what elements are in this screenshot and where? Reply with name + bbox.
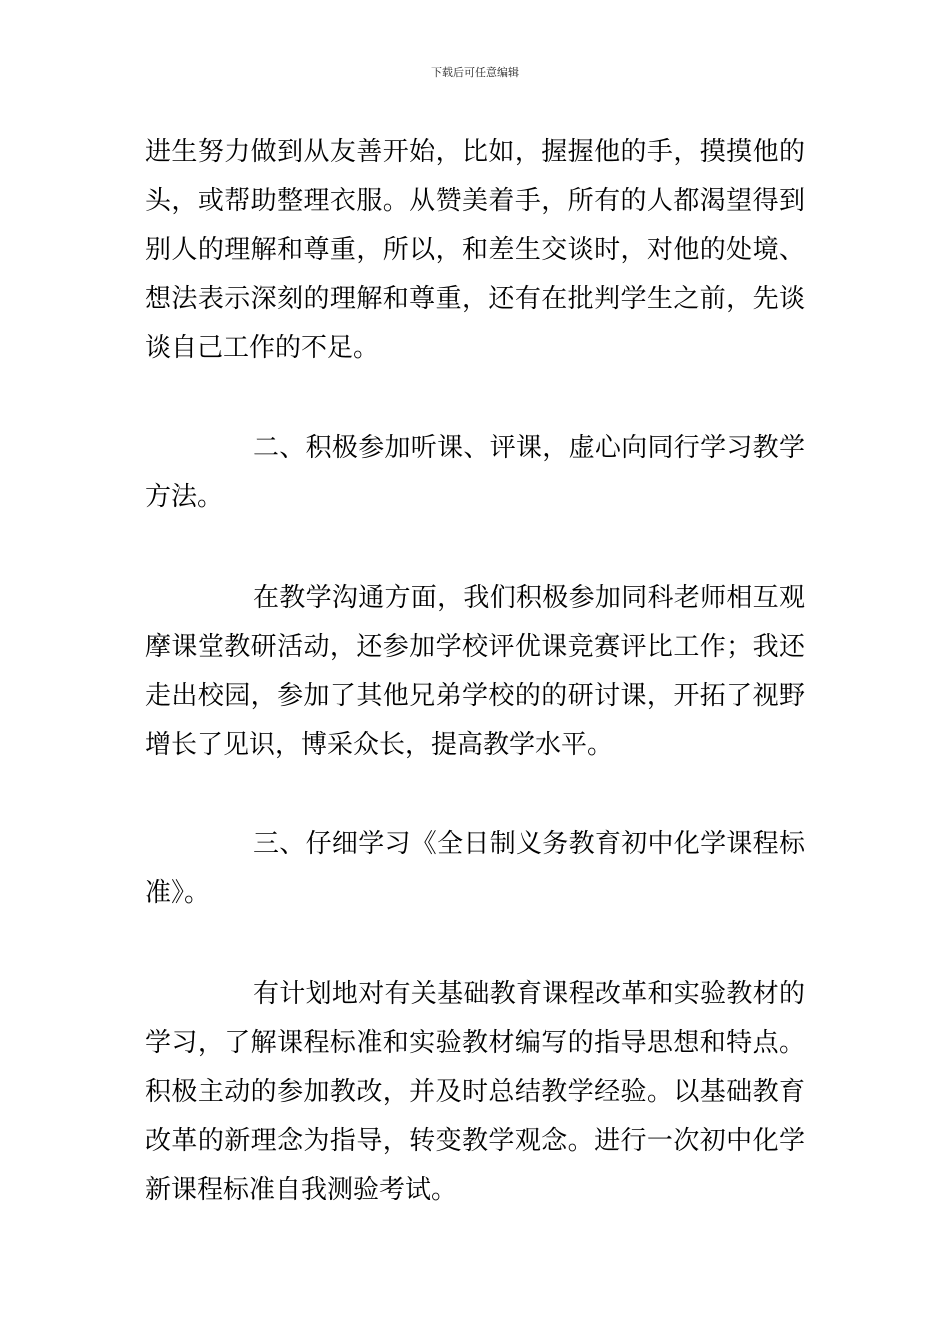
paragraph-2 [145,574,805,770]
text-line: 谈自己工作的不足。 [145,333,380,363]
section-heading-2 [145,424,805,522]
text-line: 三、仔细学习《全日制义务教育初中化学课程标 [253,829,806,859]
text-line: 学习，了解课程标准和实验教材编写的指导思想和特点。 [145,1028,806,1058]
paragraph-3 [145,970,805,1215]
text-line: 二、积极参加听课、评课，虚心向同行学习教学 [253,433,806,463]
text-line: 增长了见识，博采众长，提高教学水平。 [145,730,614,760]
text-line: 别人的理解和尊重，所以，和差生交谈时，对他的处境、 [145,235,806,265]
text-line: 想法表示深刻的理解和尊重，还有在批判学生之前，先谈 [145,284,806,314]
text-line: 头，或帮助整理衣服。从赞美着手，所有的人都渴望得到 [145,186,806,216]
text-line: 积极主动的参加教改，并及时总结教学经验。以基础教育 [145,1077,806,1107]
paragraph-1 [145,128,805,373]
text-line: 摩课堂教研活动，还参加学校评优课竞赛评比工作；我还 [145,632,806,662]
text-line: 有计划地对有关基础教育课程改革和实验教材的 [253,979,806,1009]
text-line: 改革的新理念为指导，转变教学观念。进行一次初中化学 [145,1126,806,1156]
text-line: 新课程标准自我测验考试。 [145,1175,458,1205]
page-header: 下载后可任意编辑 [431,66,519,79]
text-line: 进生努力做到从友善开始，比如，握握他的手，摸摸他的 [145,137,806,167]
text-line: 方法。 [145,482,224,512]
text-line: 在教学沟通方面，我们积极参加同科老师相互观 [253,583,806,613]
text-line: 走出校园，参加了其他兄弟学校的的研讨课，开拓了视野 [145,681,806,711]
text-line: 准》。 [145,878,211,908]
section-heading-3 [145,820,805,918]
